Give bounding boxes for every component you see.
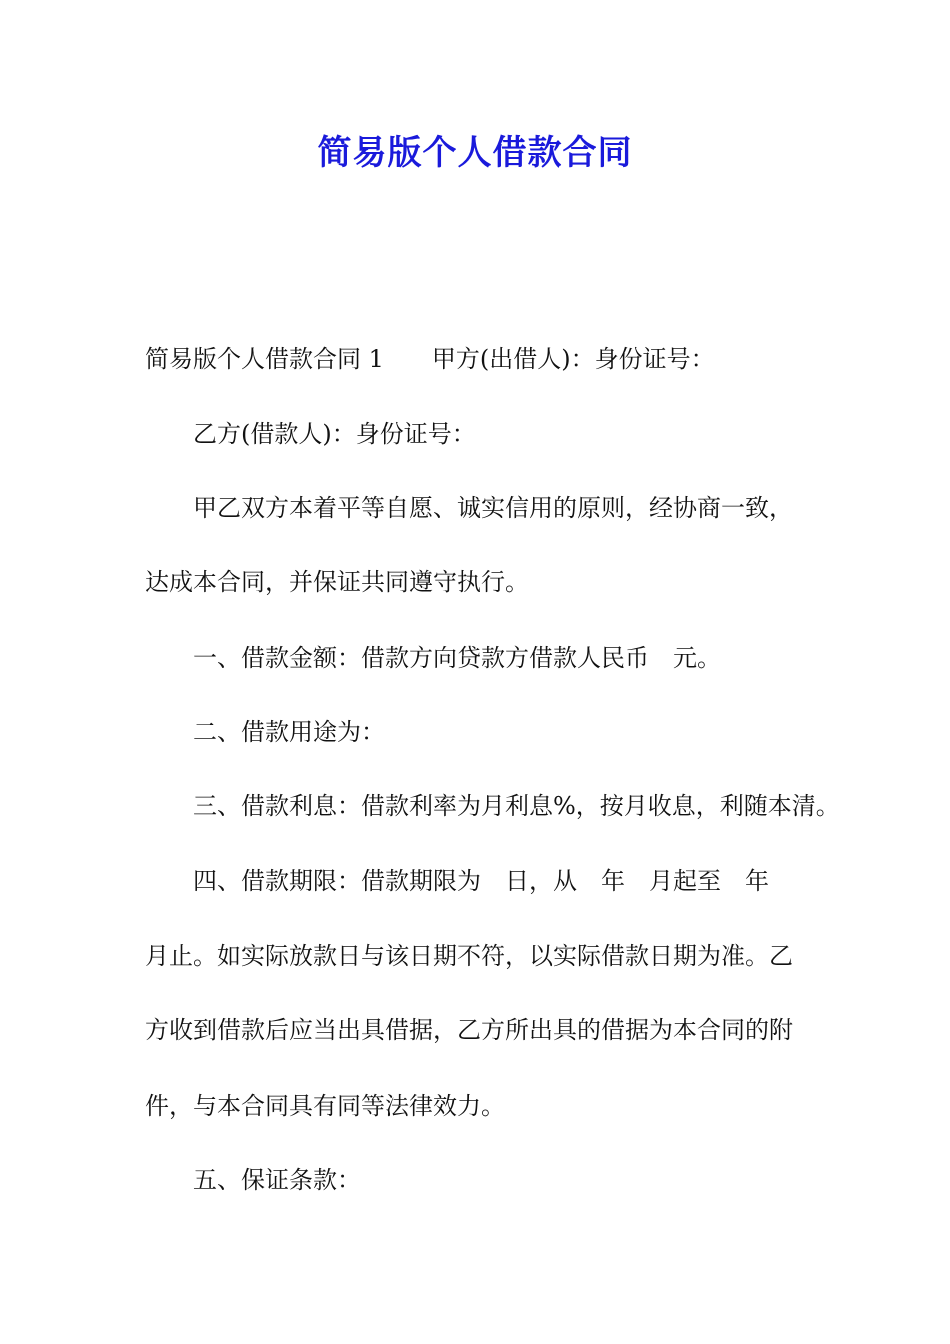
clause-4-term-cont-1: 月止。如实际放款日与该日期不符，以实际借款日期为准。乙 [145, 942, 793, 970]
clause-4-term: 四、借款期限：借款期限为 日，从 年 月起至 年 [193, 867, 769, 895]
clause-5-guarantee: 五、保证条款： [193, 1166, 361, 1194]
paragraph-line-agreement-cont: 达成本合同，并保证共同遵守执行。 [145, 568, 529, 596]
document-title: 简易版个人借款合同 [317, 133, 633, 173]
paragraph-line-party-b: 乙方(借款人)：身份证号： [193, 420, 476, 448]
clause-2-purpose: 二、借款用途为： [193, 718, 385, 746]
clause-4-term-cont-2: 方收到借款后应当出具借据，乙方所出具的借据为本合同的附 [145, 1016, 793, 1044]
clause-4-term-cont-3: 件，与本合同具有同等法律效力。 [145, 1092, 505, 1120]
paragraph-line-agreement: 甲乙双方本着平等自愿、诚实信用的原则，经协商一致， [193, 494, 793, 522]
clause-1-amount: 一、借款金额：借款方向贷款方借款人民币 元。 [193, 644, 721, 672]
clause-3-interest: 三、借款利息：借款利率为月利息%，按月收息，利随本清。 [193, 792, 840, 820]
paragraph-line-header: 简易版个人借款合同 1 甲方(出借人)：身份证号： [145, 345, 715, 373]
